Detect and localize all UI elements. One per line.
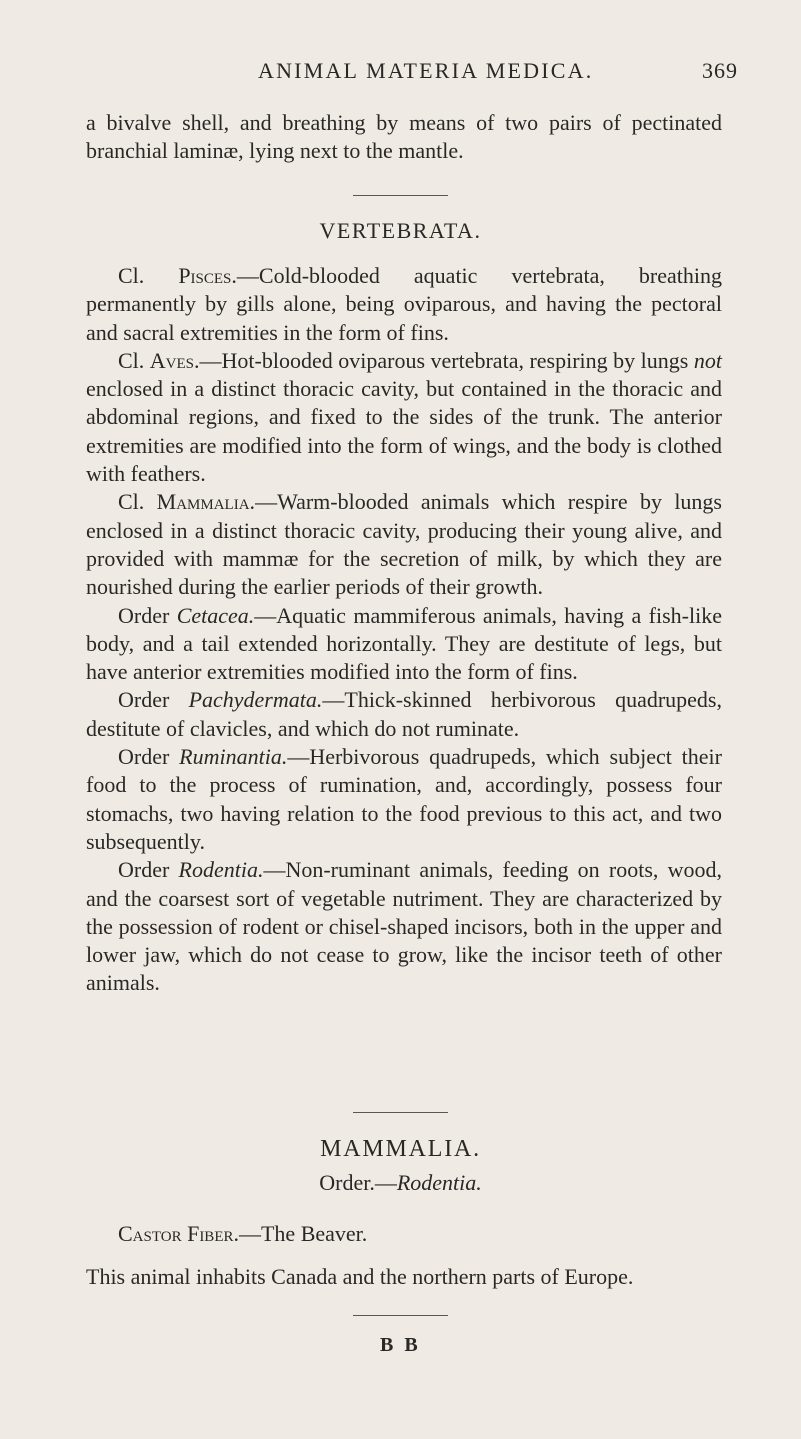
order-description: —Thick-skinned herbivorous quadrupeds, destitute of clavicles, and which do not ruminate. <box>86 687 722 741</box>
species-common-name: —The Beaver. <box>238 1221 368 1246</box>
class-description: —Hot-blooded oviparous vertebrata, respiring by lungs <box>199 347 694 373</box>
order-entry-ruminantia <box>86 743 722 856</box>
order-prefix: Order <box>118 687 189 713</box>
signature-mark: B B <box>380 1334 421 1356</box>
order-subheading <box>0 1170 801 1196</box>
main-text-block <box>86 262 722 998</box>
class-prefix: Cl. <box>118 263 179 288</box>
order-prefix: Order <box>118 857 179 883</box>
page-number: 369 <box>702 58 738 83</box>
order-description: —Herbivorous quadrupeds, which subject their food to the process of rumination, and, accordingly, possess four stomachs, two having relation to the food previous to this act, and two subsequently. <box>86 744 722 854</box>
order-entry-pachydermata <box>86 686 722 743</box>
intro-paragraph: a bivalve shell, and breathing by means of two pairs of pectinated branchial laminæ, lying next to the mantle. <box>86 110 722 164</box>
order-entry-rodentia <box>86 856 722 997</box>
class-entry-mammalia <box>86 488 722 601</box>
order-subheading-prefix: Order.— <box>319 1170 397 1195</box>
order-description: —Aquatic mammiferous animals, having a fish-like body, and a tail extended horizontally. They are destitute of legs, but have anterior extremities modified into the form of fins. <box>86 602 722 685</box>
running-title: ANIMAL MATERIA MEDICA. <box>258 58 594 83</box>
running-head <box>0 58 801 88</box>
class-description: —Cold-blooded aquatic vertebrata, breathing permanently by gills alone, being oviparous, and having the pectoral and sacral extremities in the form of fins. <box>86 263 722 345</box>
class-name: Pisces. <box>178 263 237 288</box>
order-prefix: Order <box>118 602 177 628</box>
species-heading <box>118 1221 367 1247</box>
class-name: Mammalia. <box>156 489 256 515</box>
order-name: Cetacea. <box>176 602 255 628</box>
class-description-emphasis: not <box>693 347 722 373</box>
order-subheading-name: Rodentia. <box>396 1170 482 1195</box>
order-description: —Non-ruminant animals, feeding on roots, wood, and the coarsest sort of vegetable nutriment. They are characterized by the possession of rodent or chisel-shaped incisors, both in the upper and lower jaw, which do not cease to grow, like the incisor teeth of other animals. <box>86 857 722 996</box>
order-name: Ruminantia. <box>179 744 288 770</box>
section-divider <box>353 1315 448 1316</box>
class-prefix: Cl. <box>118 489 157 515</box>
intro-paragraph-block <box>86 109 722 166</box>
class-prefix: Cl. <box>118 347 150 373</box>
order-prefix: Order <box>118 744 180 770</box>
species-name: Castor Fiber. <box>118 1221 239 1246</box>
order-name: Rodentia. <box>178 857 264 883</box>
section-divider <box>353 195 448 196</box>
order-entry-cetacea <box>86 602 722 687</box>
vertebrata-heading: VERTEBRATA. <box>319 218 482 243</box>
order-name: Pachydermata. <box>188 687 323 713</box>
class-name: Aves. <box>149 347 200 373</box>
habitat-note: This animal inhabits Canada and the northern parts of Europe. <box>86 1264 634 1289</box>
class-description-continued: enclosed in a distinct thoracic cavity, but contained in the thoracic and abdominal regions, and fixed to the sides of the trunk. The anterior extremities are modified into the form of wings, and the body is clothed with feathers. <box>86 376 722 487</box>
section-divider <box>353 1112 448 1113</box>
class-entry-pisces <box>86 262 722 347</box>
class-description: —Warm-blooded animals which respire by lungs enclosed in a distinct thoracic cavity, producing their young alive, and provided with mammæ for the secretion of milk, by which they are nourished during the earlier periods of their growth. <box>86 489 722 600</box>
class-entry-aves <box>86 347 722 488</box>
mammalia-heading: MAMMALIA. <box>320 1136 481 1162</box>
